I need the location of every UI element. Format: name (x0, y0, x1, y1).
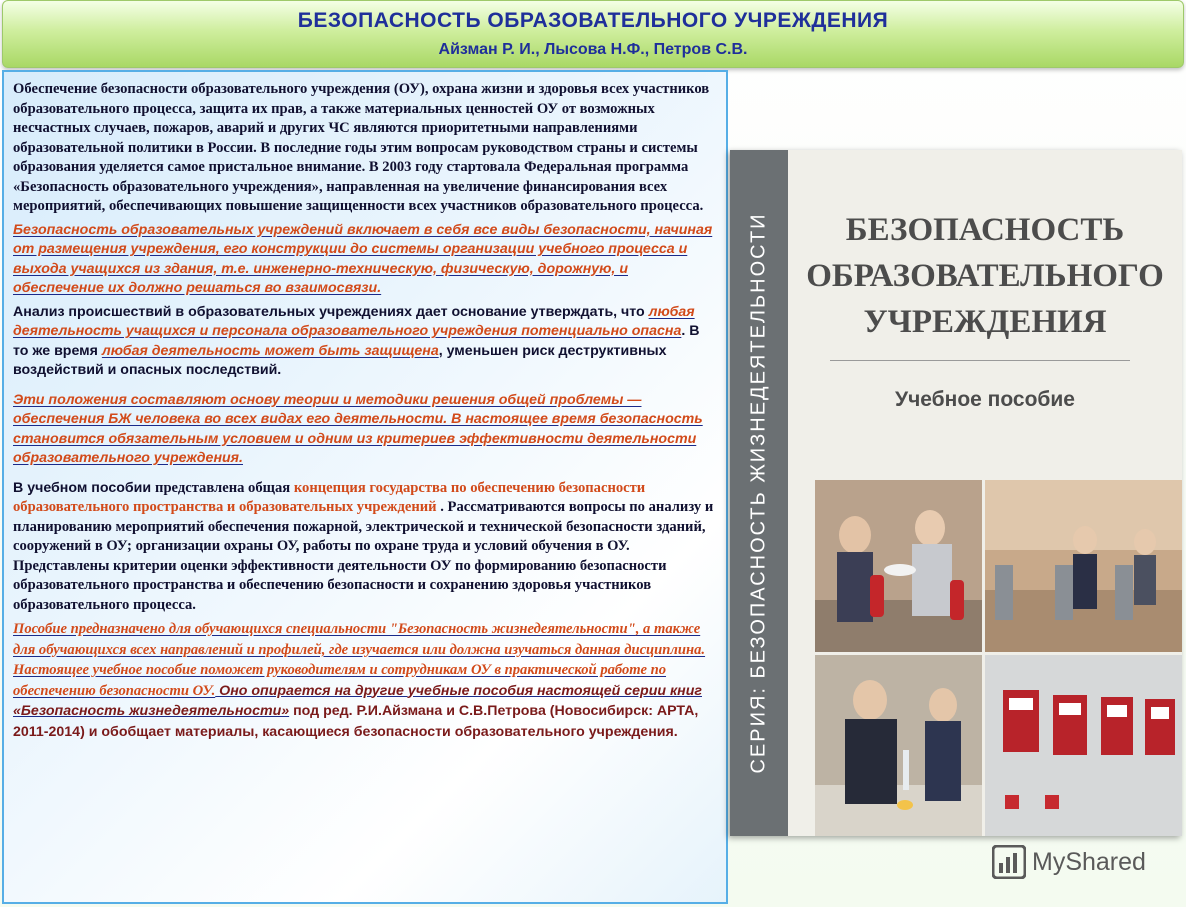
paragraph-audience: Пособие предназначено для обучающихся специальности "Безопасность жизнедеятельности", а также для обучающихся всех направлений и профилей, где изучается или должна изучаться данная дисциплина. Настоящее учебное пособие поможет руководителям и сотрудникам ОУ в практической работе по обеспечению безопасности ОУ. Оно опирается на другие учебные пособия настоящей серии книг «Безопасность жизнедеятельности» под ред. Р.И.Айзмана и С.В.Петрова (Новосибирск: АРТА, 2011-2014) и обобщает материалы, касающиеся безопасности образовательного учреждения. (13, 621, 706, 740)
fire-extinguisher-photo (815, 480, 982, 652)
title-banner (2, 0, 1184, 68)
cover-subtitle: Учебное пособие (895, 388, 1075, 411)
cover-divider (830, 360, 1130, 361)
paragraph-incident-analysis: Анализ происшествий в образовательных учреждениях дает основание утверждать, что любая деятельность учащихся и персонала образовательного учреждения потенциально опасна. В то же время любая деятельность может быть защищена, уменьшен риск деструктивных воздействий и опасных последствий. (13, 303, 700, 378)
bar-chart-icon (992, 845, 1026, 879)
myshared-watermark (992, 842, 1162, 882)
laboratory-photo (815, 655, 982, 836)
paragraph-theory-basis: Эти положения составляют основу теории и методики решения общей проблемы — обеспечения БЖ человека во всех видах его деятельности. В настоящее время безопасность становится обязательным условием и одним из критериев эффективности деятельности образовательного учреждения. (13, 391, 703, 466)
cover-title-line-2: ОБРАЗОВАТЕЛЬНОГО (806, 258, 1164, 294)
paragraph-textbook-content: В учебном пособии представлена общая концепция государства по обеспечению безопасности образовательного пространства и образовательных учреждений . Рассматриваются вопросы по анализу и планированию мероприятий обеспечения пожарной, электрической и технической безопасности зданий, сооружений в ОУ; организации охраны ОУ, работы по охране труда и условий обучения в ОУ. Представлены критерии оценки эффективности деятельности ОУ по формированию безопасности образовательного пространства и обеспечению безопасности и сохранению здоровья участников образовательного процесса. (13, 479, 714, 613)
paragraph-safety-types: Безопасность образовательных учреждений включает в себя все виды безопасности, начиная от размещения учреждения, его конструкции до системы организации учебного процесса и выхода учащихся из здания, т.е. инженерно-техническую, физическую, дорожную, и обеспечение их должно решаться во взаимосвязи. (13, 221, 713, 296)
page-title: БЕЗОПАСНОСТЬ ОБРАЗОВАТЕЛЬНОГО УЧРЕЖДЕНИЯ (297, 9, 889, 32)
fire-alarm-panels-photo (985, 655, 1182, 836)
paragraph-intro: Обеспечение безопасности образовательного учреждения (ОУ), охрана жизни и здоровья всех участников образовательного процесса, защита их прав, а также материальных ценностей ОУ от возможных несчастных случаев, пожаров, аварий и других ЧС являются приоритетными направлениями образовательной политики в России. В последние годы этим вопросам руководством страны и системы образования уделяется самое пристальное внимание. В 2003 году стартовала Федеральная программа «Безопасность образовательного учреждения», направленная на увеличение финансирования всех мероприятий, обеспечивающих повышение защищенности всех участников образовательного процесса. (13, 81, 710, 214)
cover-spine (730, 150, 788, 836)
cover-title-line-3: УЧРЕЖДЕНИЯ (863, 304, 1107, 340)
book-cover (730, 150, 1182, 836)
authors-line: Айзман Р. И., Лысова Н.Ф., Петров С.В. (438, 41, 748, 58)
cover-title-line-1: БЕЗОПАСНОСТЬ (845, 212, 1125, 248)
description-panel (2, 70, 728, 904)
series-label: СЕРИЯ: БЕЗОПАСНОСТЬ ЖИЗНЕДЕЯТЕЛЬНОСТИ (747, 212, 770, 774)
turnstile-photo (985, 480, 1182, 652)
watermark-text: MyShared (1032, 847, 1146, 876)
